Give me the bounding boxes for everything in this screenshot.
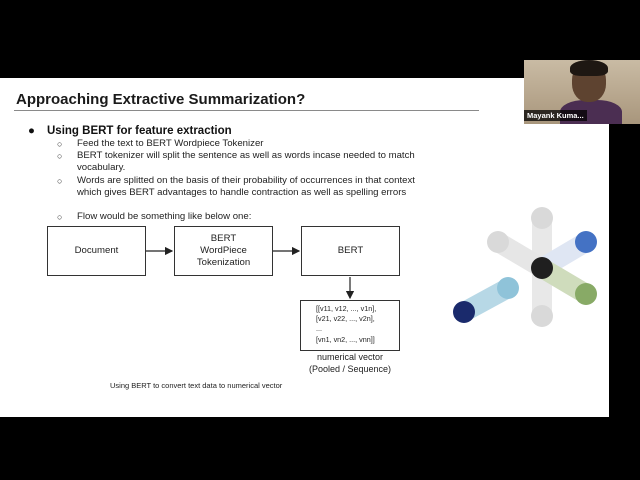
- sub-bullet-text: Words are splitted on the basis of their probability of occurrences in that context which gives BERT advantages to handle contraction as well as spelling errors: [77, 175, 415, 198]
- bullet-dot-icon: ●: [28, 125, 35, 137]
- vector-line: [[v11, v12, ..., v1n],: [316, 304, 377, 313]
- flow-box-tokenization-label: BERT WordPiece Tokenization: [196, 233, 251, 268]
- slide-title: Approaching Extractive Summarization?: [16, 91, 306, 108]
- logo-node-light-blue: [497, 277, 519, 299]
- presentation-slide: [0, 78, 609, 417]
- flow-box-bert: [301, 226, 400, 276]
- diagram-caption: Using BERT to convert text data to numerical vector: [110, 381, 283, 390]
- bullet-ring-icon: ○: [57, 139, 63, 149]
- vector-line: ...: [316, 324, 322, 334]
- vector-label: numerical vector (Pooled / Sequence): [308, 352, 392, 374]
- zoom-watermark: zoom: [508, 385, 593, 420]
- logo-node-gray-top: [531, 207, 553, 229]
- logo-node-gray-bottom: [531, 305, 553, 327]
- logo-node-green: [575, 283, 597, 305]
- participant-video-tile[interactable]: [524, 60, 640, 124]
- sub-bullet-text: Flow would be something like below one:: [77, 211, 252, 222]
- flow-box-document-label: Document: [74, 245, 119, 256]
- bullet-ring-icon: ○: [57, 151, 63, 161]
- participant-name-tag: Mayank Kuma...: [524, 110, 587, 121]
- flow-box-bert-label: BERT: [337, 245, 364, 256]
- molecule-logo-icon: [448, 204, 608, 404]
- flow-box-tokenization: [174, 226, 273, 276]
- vector-line: [v21, v22, ..., v2n],: [316, 314, 375, 324]
- flow-box-document: [47, 226, 146, 276]
- logo-node-navy: [453, 301, 475, 323]
- vector-box: [300, 300, 400, 351]
- vector-line: [vn1, vn2, ..., vnn]]: [316, 334, 375, 344]
- sub-bullet-text: BERT tokenizer will split the sentence as well as words incase needed to match vocabulary.: [77, 150, 415, 173]
- participant-hair: [570, 60, 608, 76]
- logo-node-gray-left: [487, 231, 509, 253]
- logo-node-blue: [575, 231, 597, 253]
- main-bullet-text: Using BERT for feature extraction: [47, 125, 232, 137]
- logo-node-black: [531, 257, 553, 279]
- bullet-ring-icon: ○: [57, 212, 63, 222]
- bullet-ring-icon: ○: [57, 176, 63, 186]
- sub-bullet-text: Feed the text to BERT Wordpiece Tokenizer: [77, 138, 264, 149]
